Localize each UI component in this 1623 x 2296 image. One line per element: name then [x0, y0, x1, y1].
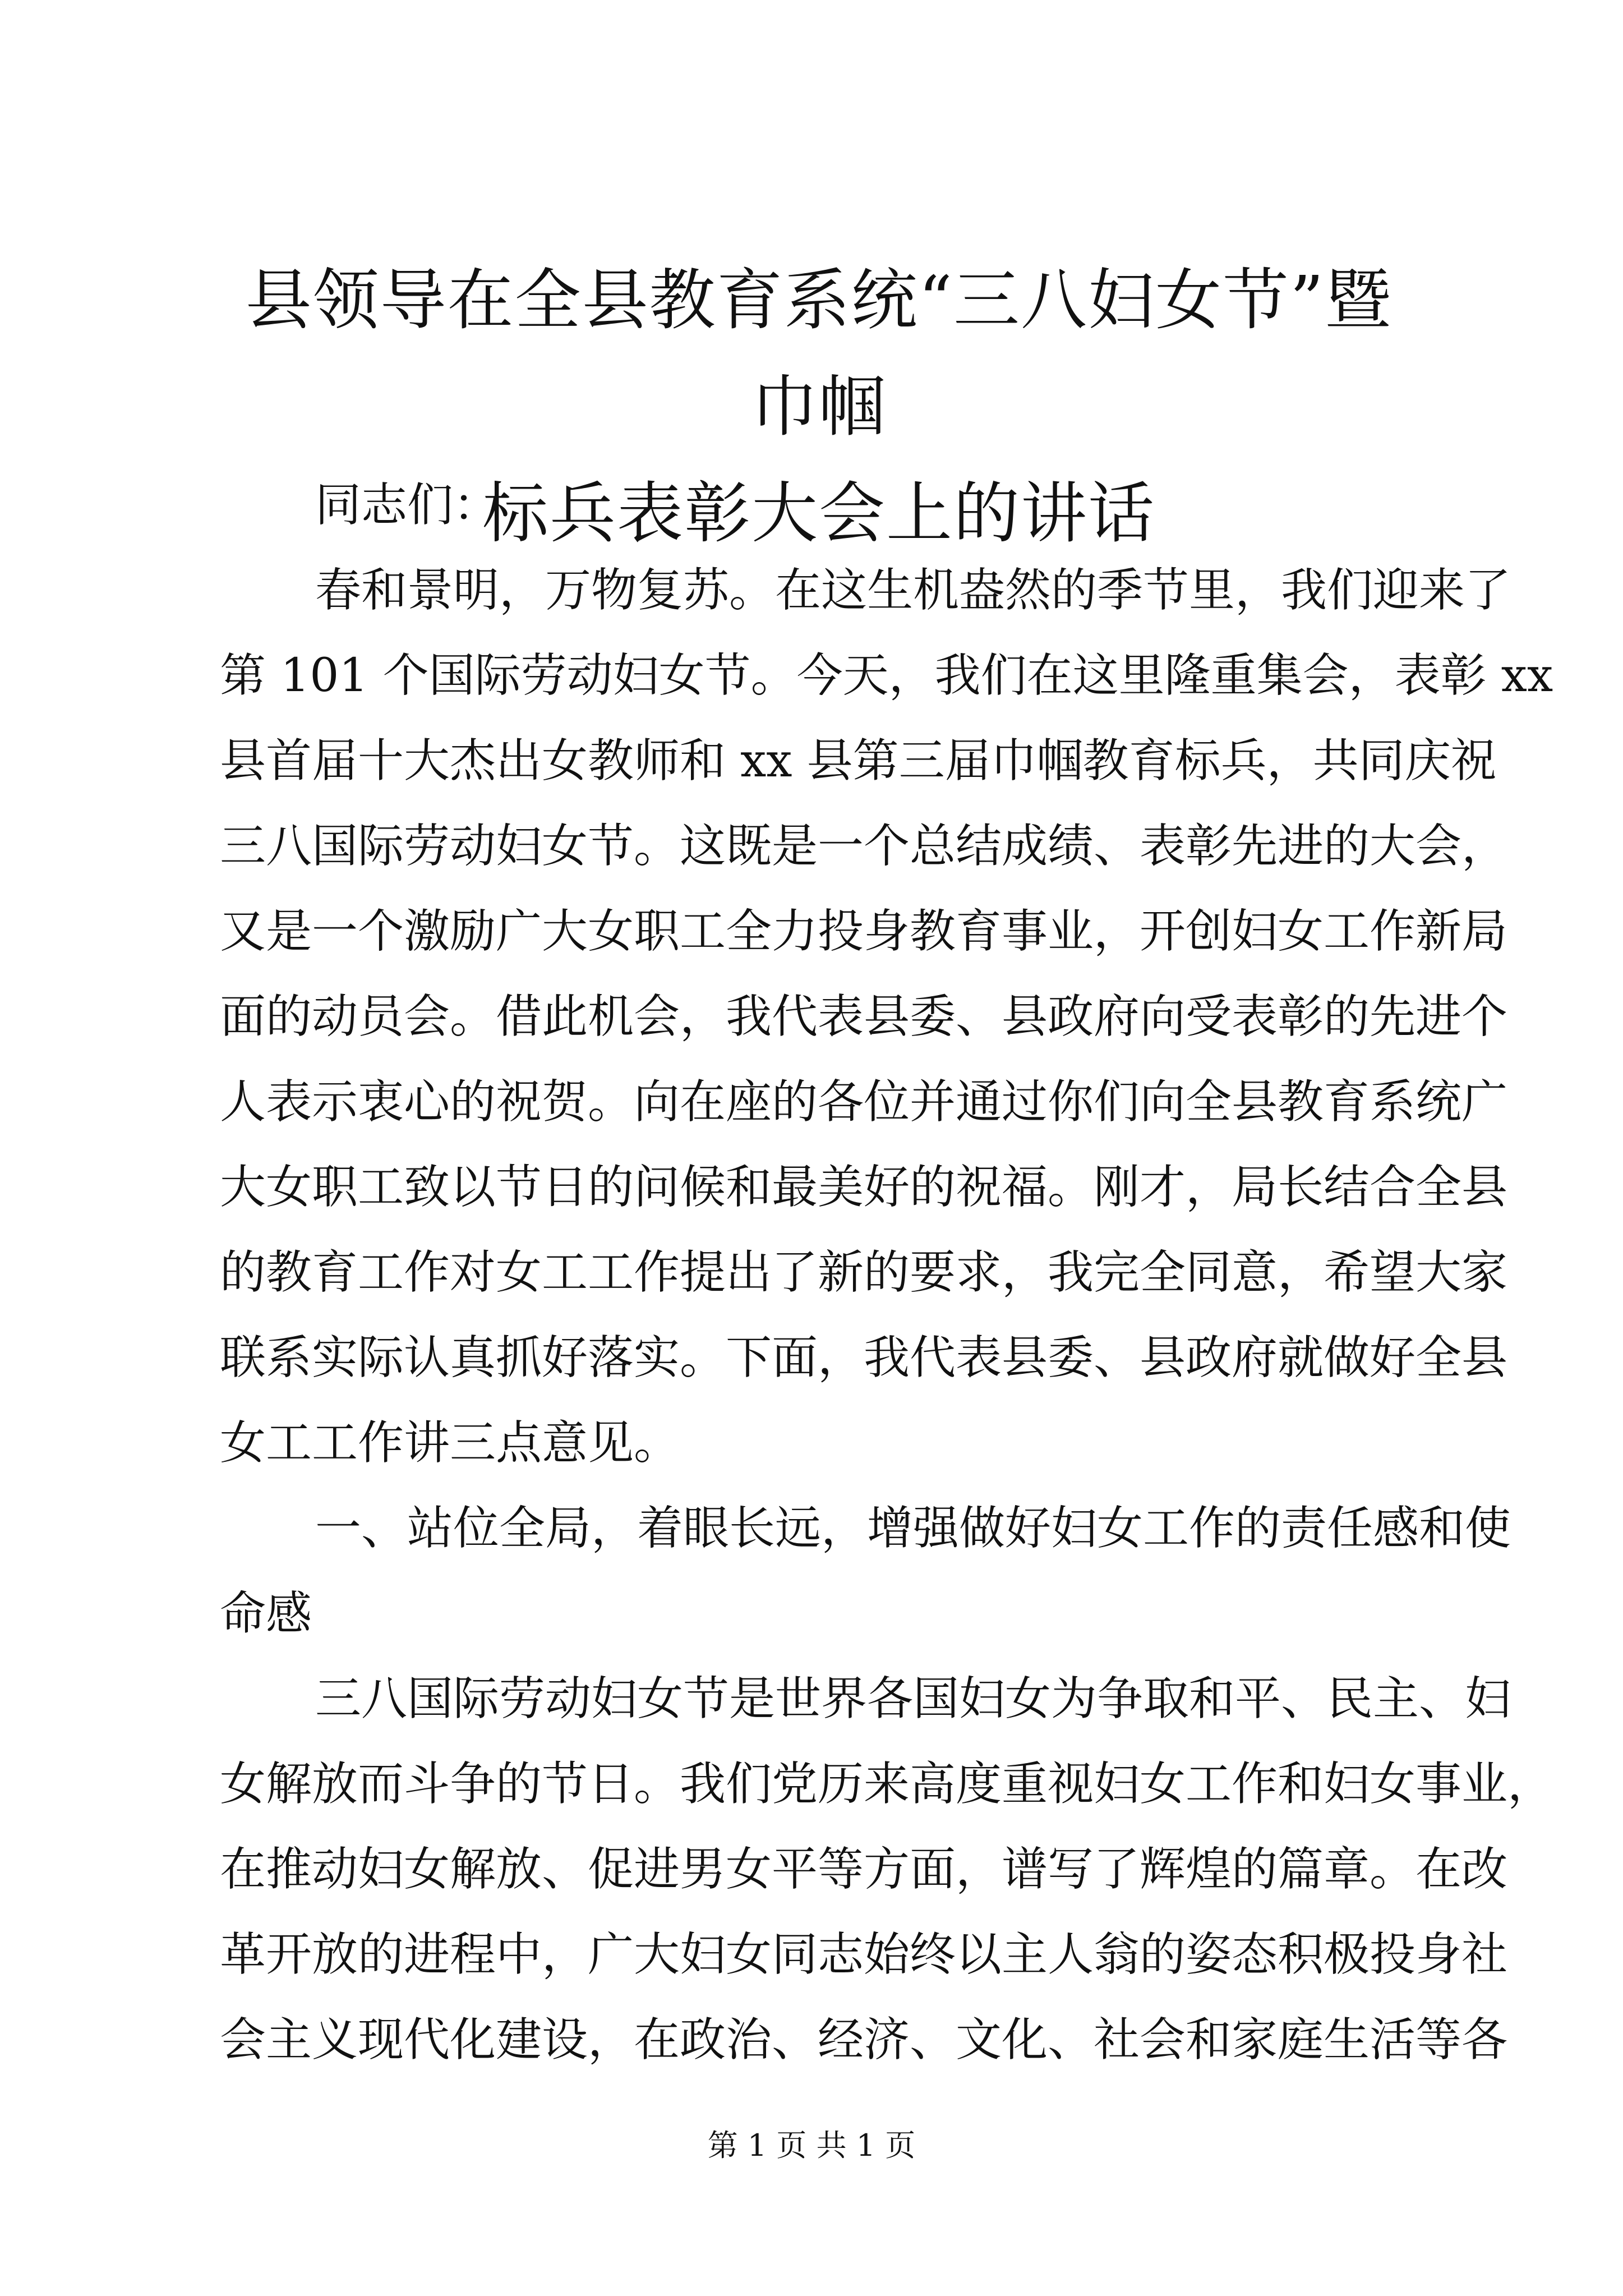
paragraph-line: 面的动员会。借此机会，我代表县委、县政府向受表彰的先进个	[220, 990, 1508, 1043]
paragraph-line: 春和景明，万物复苏。在这生机盎然的季节里，我们迎来了	[315, 564, 1511, 617]
paragraph-line: 三八国际劳动妇女节。这既是一个总结成绩、表彰先进的大会，	[220, 820, 1508, 873]
paragraph-line: 人表示衷心的祝贺。向在座的各位并通过你们向全县教育系统广	[220, 1075, 1508, 1129]
title-line-2: 标兵表彰大会上的讲话	[482, 475, 1155, 552]
section-heading-line: 命感	[220, 1587, 312, 1640]
paragraph-line: 革开放的进程中，广大妇女同志始终以主人翁的姿态积极投身社	[220, 1928, 1508, 1981]
paragraph-line: 女工工作讲三点意见。	[220, 1416, 680, 1470]
paragraph-line: 在推动妇女解放、促进男女平等方面，谱写了辉煌的篇章。在改	[220, 1843, 1508, 1896]
section-heading-line: 一、站位全局，着眼长远，增强做好妇女工作的责任感和使	[315, 1502, 1511, 1555]
salutation: 同志们：	[315, 478, 500, 532]
paragraph-line: 三八国际劳动妇女节是世界各国妇女为争取和平、民主、妇	[315, 1672, 1511, 1726]
page-footer: 第 1 页 共 1 页	[707, 2128, 916, 2163]
paragraph-line: 联系实际认真抓好落实。下面，我代表县委、县政府就做好全县	[220, 1331, 1508, 1384]
paragraph-line: 会主义现代化建设，在政治、经济、文化、社会和家庭生活等各	[220, 2013, 1508, 2067]
paragraph-line: 的教育工作对女工工作提出了新的要求，我完全同意，希望大家	[220, 1246, 1508, 1299]
title-line-1: 县领导在全县教育系统“三八妇女节”暨巾帼	[245, 261, 1393, 445]
paragraph-line: 县首届十大杰出女教师和 xx 县第三届巾帼教育标兵，共同庆祝	[220, 734, 1497, 788]
paragraph-line: 第 101 个国际劳动妇女节。今天，我们在这里隆重集会，表彰 xx	[220, 649, 1553, 702]
paragraph-line: 大女职工致以节日的问候和最美好的祝福。刚才，局长结合全县	[220, 1161, 1508, 1214]
paragraph-line: 又是一个激励广大女职工全力投身教育事业，开创妇女工作新局	[220, 905, 1508, 958]
speech-body	[220, 463, 1554, 2083]
paragraph-line: 女解放而斗争的节日。我们党历来高度重视妇女工作和妇女事业，	[220, 1757, 1554, 1811]
